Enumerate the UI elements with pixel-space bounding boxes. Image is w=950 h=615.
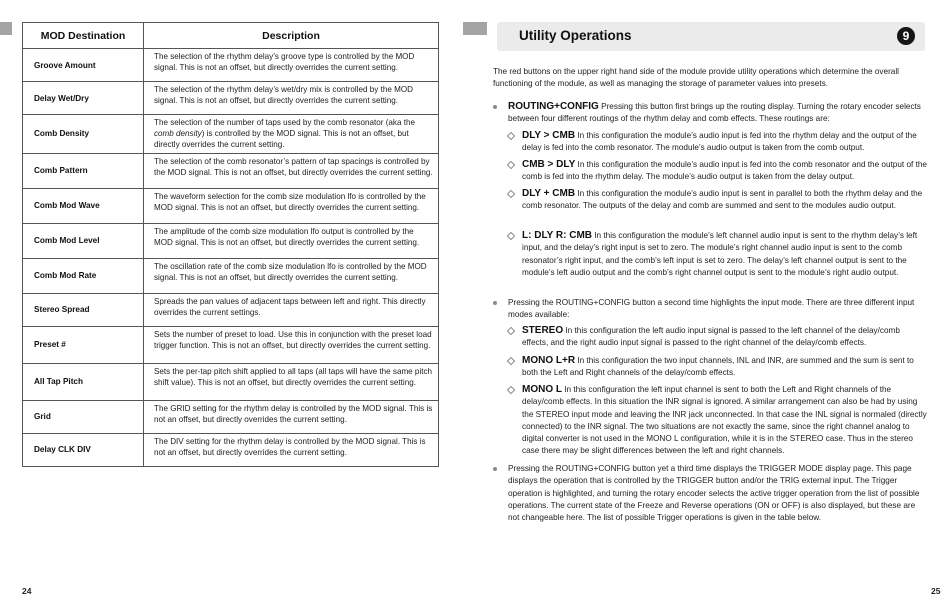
bullet-dot-icon: [493, 301, 497, 305]
row-destination: Comb Density: [23, 115, 144, 154]
table-row: [23, 223, 439, 258]
row-description: The oscillation rate of the comb size modulation lfo is controlled by the MOD signal. This is not an offset, but directly overrides the current setting.: [144, 258, 439, 293]
diamond-bullet-icon: [507, 132, 515, 140]
input-mode-keyword: STEREO: [522, 325, 564, 336]
row-destination: Comb Mod Wave: [23, 188, 144, 223]
row-destination: Grid: [23, 400, 144, 433]
table-row: [23, 363, 439, 400]
page-corner-tab: [0, 22, 12, 35]
table-row: [23, 49, 439, 82]
bullet-text: Pressing the ROUTING+CONFIG button yet a third time displays the TRIGGER MODE display page. This page displays the operation that is controlled by the TRIGGER button and/or the TRIG external input. The Trigger operation is highlighted, and turning the rotary encoder selects the active trigger operation from the list of possible operations. The current state of the Freeze and Reverse operations (ON or OFF) is also displayed, but these are not changeable here. The list of possible Trigger operations is given in the table below.: [508, 464, 920, 523]
row-description: Sets the per-tap pitch shift applied to all taps (all taps will have the same pitch shift value). This is not an offset, but directly overrides the current setting.: [144, 363, 439, 400]
diamond-bullet-icon: [507, 232, 515, 240]
row-description: The selection of the rhythm delay’s wet/dry mix is controlled by the MOD signal. This is not an offset, but directly overrides the current setting.: [144, 82, 439, 115]
input-mode-item: [506, 384, 927, 458]
table-row: [23, 115, 439, 154]
page-number: 25: [931, 586, 941, 596]
input-mode-keyword: MONO L+R: [522, 355, 576, 366]
bullet-dot-icon: [493, 467, 497, 471]
routing-text: In this configuration the module’s audio input is sent in parallel to both the rhythm delay and the comb resonator. The outputs of the delay and comb are summed and sent to the modules audio output.: [522, 189, 923, 211]
chapter-number-badge: 9: [897, 27, 915, 45]
row-description: [144, 115, 439, 154]
row-destination: Delay CLK DIV: [23, 433, 144, 466]
right-page: [475, 0, 950, 615]
section-title-bar: [497, 22, 925, 51]
mod-destination-table: [22, 22, 439, 467]
description-text: ) is controlled by the MOD signal. This is not an offset, but directly overrides the current setting.: [154, 129, 409, 150]
row-description: The selection of the rhythm delay’s groove type is controlled by the MOD signal. This is not an offset, but directly overrides the current setting.: [144, 49, 439, 82]
row-destination: Groove Amount: [23, 49, 144, 82]
table-row: [23, 153, 439, 188]
section-title: Utility Operations: [519, 28, 632, 43]
intro-paragraph: The red buttons on the upper right hand side of the module provide utility operations which determine the overall functioning of the module, as well as managing the storage of parameter values into presets.: [493, 67, 899, 89]
bullet-keyword: ROUTING+CONFIG: [508, 101, 599, 112]
bullet-dot-icon: [493, 105, 497, 109]
row-destination: Comb Mod Level: [23, 223, 144, 258]
bullet-text: Pressing the ROUTING+CONFIG button a second time highlights the input mode. There are three different input modes available:: [508, 298, 915, 320]
routing-text: In this configuration the module’s audio input is fed into the rhythm delay and the output of the delay is fed into the comb resonator. The module’s audio output is taken from the comb output.: [522, 131, 917, 153]
row-description: The waveform selection for the comb size modulation lfo is controlled by the MOD signal. This is not an offset, but directly overrides the current setting.: [144, 188, 439, 223]
table-row: [23, 258, 439, 293]
input-mode-text: In this configuration the left audio input signal is passed to the left channel of the delay/comb effects, and the right audio input signal is passed to the right channel of the delay/comb effects.: [522, 326, 900, 348]
routing-keyword: CMB > DLY: [522, 159, 576, 170]
row-destination: Preset #: [23, 326, 144, 363]
input-mode-text: In this configuration the two input channels, INL and INR, are summed and the sum is sent to both the Left and Right channels of the delay/comb effects.: [522, 356, 914, 378]
diamond-bullet-icon: [507, 190, 515, 198]
row-description: The GRID setting for the rhythm delay is controlled by the MOD signal. This is not an offset, but directly overrides the current setting.: [144, 400, 439, 433]
row-destination: Comb Pattern: [23, 153, 144, 188]
table-row: [23, 188, 439, 223]
input-mode-keyword: MONO L: [522, 384, 562, 395]
diamond-bullet-icon: [507, 386, 515, 394]
row-description: The selection of the comb resonator’s pattern of tap spacings is controlled by the MOD signal. This is not an offset, but directly overrides the current setting.: [144, 153, 439, 188]
row-destination: Comb Mod Rate: [23, 258, 144, 293]
page-number: 24: [22, 586, 32, 596]
page-corner-tab: [463, 22, 487, 35]
bullet-text: Pressing this button first brings up the routing display. Turning the rotary encoder selects between four different routings of the rhythm delay and comb effects. These routings are:: [508, 102, 921, 124]
row-description: The DIV setting for the rhythm delay is controlled by the MOD signal. This is not an offset, but directly overrides the current setting.: [144, 433, 439, 466]
routing-item: [506, 188, 927, 213]
routing-keyword: DLY > CMB: [522, 130, 576, 141]
row-destination: Delay Wet/Dry: [23, 82, 144, 115]
row-description: Sets the number of preset to load. Use this in conjunction with the preset load trigger function. This is not an offset, but directly overrides the current setting.: [144, 326, 439, 363]
input-mode-item: [506, 325, 927, 350]
diamond-bullet-icon: [507, 357, 515, 365]
bullet-input-mode: [493, 297, 927, 322]
input-mode-text: In this configuration the left input channel is sent to both the Left and Right channels of the delay/comb effects. In this situation the INR signal is ignored. A similar arrangement can also be had by using the STEREO input mode and leaving the INR jack unconnected. In that case the INL signal is normaled (directly connected) to the INR signal. The two situations are not exactly the same, since the right channel analog to digital converter is not used in the MONO L configuration, while it is in the STEREO case. Thus in the stereo case there may be slight differences between the left and right channels.: [522, 385, 927, 456]
routing-keyword: DLY + CMB: [522, 188, 576, 199]
row-description: Spreads the pan values of adjacent taps between left and right. This directly overrides the current settings.: [144, 293, 439, 326]
table-row: [23, 400, 439, 433]
header-description: Description: [144, 23, 439, 49]
row-description: The amplitude of the comb size modulation lfo output is controlled by the MOD signal. This is not an offset, but directly overrides the current setting.: [144, 223, 439, 258]
routing-item: [506, 230, 927, 279]
routing-keyword: L: DLY R: CMB: [522, 230, 592, 241]
table-header-row: [23, 23, 439, 49]
table-row: [23, 293, 439, 326]
routing-text: In this configuration the module’s audio input is fed into the comb resonator and the output of the comb is fed into the rhythm delay. The module’s audio output is taken from the delay output.: [522, 160, 927, 182]
table-row: [23, 433, 439, 466]
routing-text: In this configuration the module’s left channel audio input is sent to the rhythm delay’s left input, and the delay’s right input is set to zero. The module’s right channel audio input is sent to the comb resonator’s right input, and the comb’s left input is set to zero. The delay’s left channel output is sent to the module’s left audio output and the comb’s right channel output is sent to the module’s right audio output.: [522, 231, 918, 277]
bullet-trigger-mode: [493, 463, 927, 524]
diamond-bullet-icon: [507, 327, 515, 335]
description-emphasis: comb density: [154, 129, 202, 139]
header-mod-destination: MOD Destination: [23, 23, 144, 49]
table-row: [23, 326, 439, 363]
routing-item: [506, 159, 927, 184]
diamond-bullet-icon: [507, 161, 515, 169]
row-destination: Stereo Spread: [23, 293, 144, 326]
input-mode-item: [506, 355, 927, 380]
routing-item: [506, 130, 927, 155]
bullet-routing-config: [493, 101, 927, 126]
table-row: [23, 82, 439, 115]
row-destination: All Tap Pitch: [23, 363, 144, 400]
description-text: The selection of the number of taps used by the comb resonator (aka the: [154, 118, 415, 127]
